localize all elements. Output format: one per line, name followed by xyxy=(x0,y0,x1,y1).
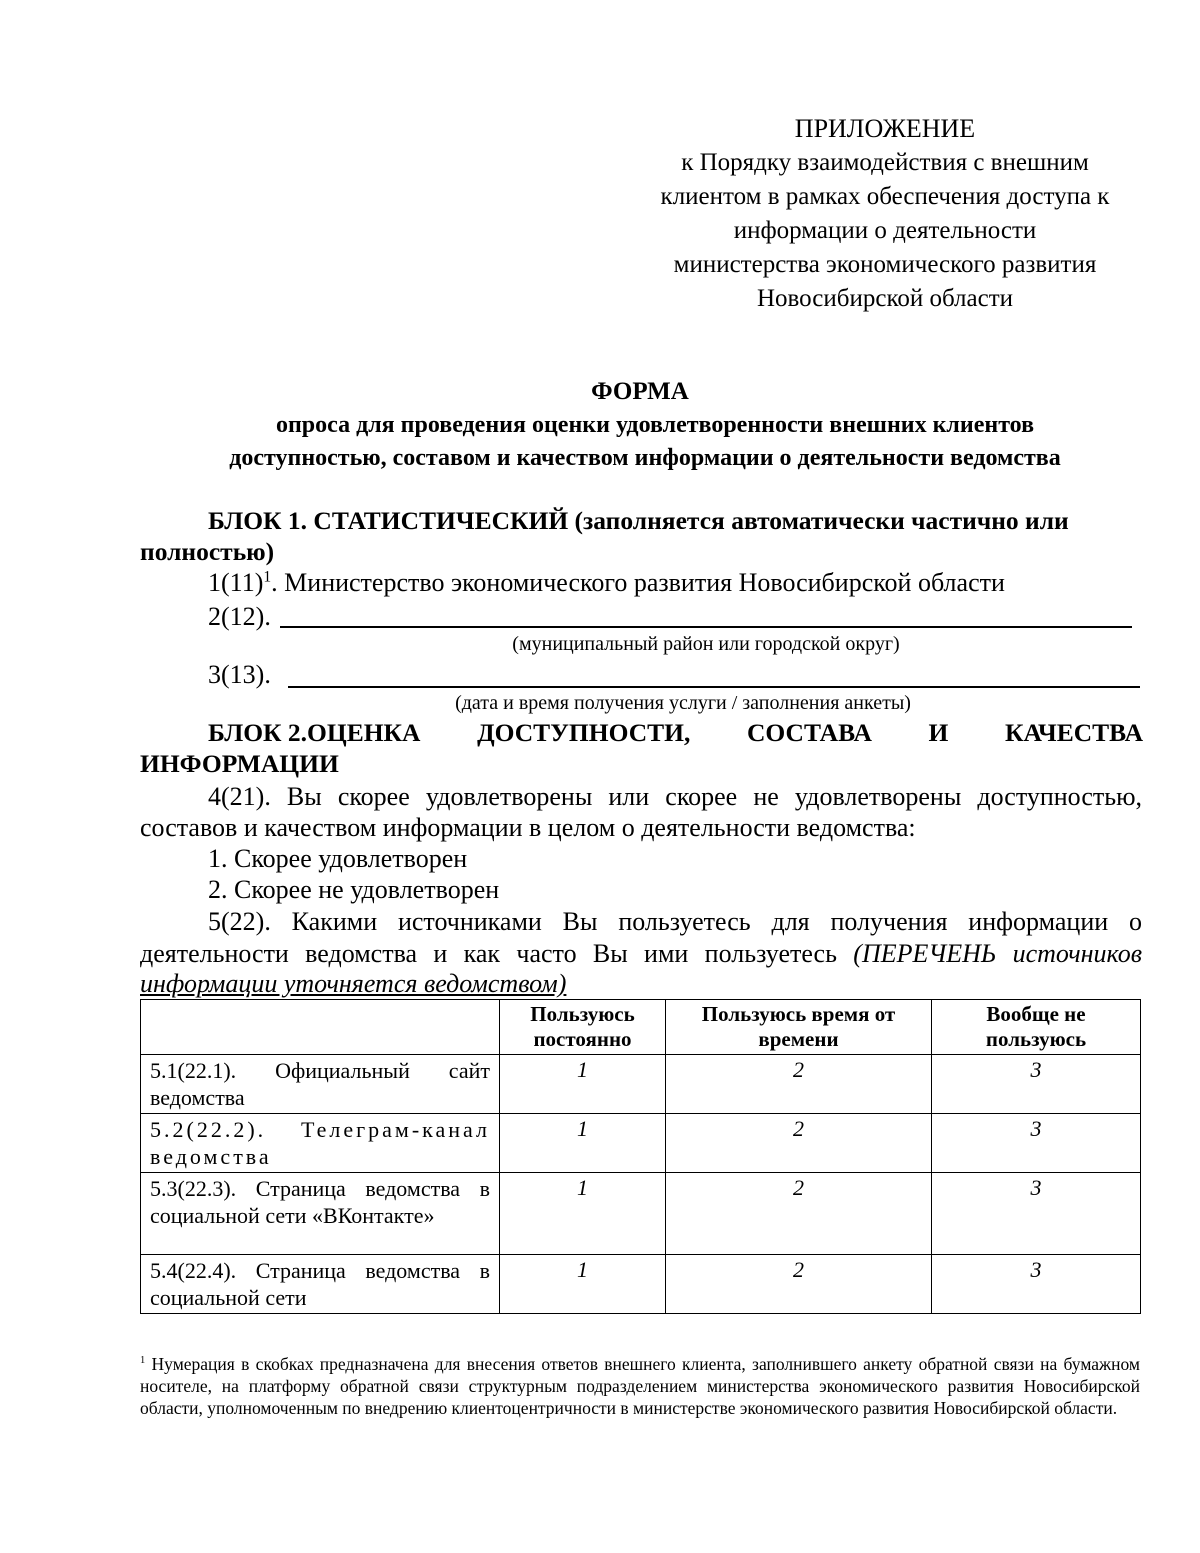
block2-heading-cont: ИНФОРМАЦИИ xyxy=(140,749,339,778)
answer-cell[interactable]: 1 xyxy=(500,1055,666,1114)
block2-heading-word: И xyxy=(928,718,949,747)
appendix-line: министерства экономического развития xyxy=(673,251,1097,278)
question-3-caption: (дата и время получения услуги / заполнения анкеты) xyxy=(455,692,911,714)
appendix-line: клиентом в рамках обеспечения доступа к xyxy=(660,183,1110,210)
table-header-cell: Вообще не пользуюсь xyxy=(932,1000,1141,1055)
table-row-label: 5.1(22.1). Официальный сайт ведомства xyxy=(141,1055,500,1114)
appendix-line: информации о деятельности xyxy=(733,217,1037,244)
answer-cell[interactable]: 1 xyxy=(500,1114,666,1173)
question-3-answer-line[interactable] xyxy=(288,686,1140,688)
block2-heading-word: СОСТАВА xyxy=(746,718,872,747)
table-row xyxy=(141,1114,1141,1173)
form-subtitle-line2: доступностью, составом и качеством информации о деятельности ведомства xyxy=(229,445,1061,471)
answer-cell[interactable]: 3 xyxy=(932,1114,1141,1173)
answer-cell[interactable]: 2 xyxy=(666,1255,932,1314)
question-5-line3: информации уточняется ведомством) xyxy=(140,969,567,998)
table-row xyxy=(141,1173,1141,1255)
question-4-line1: 4(21). Вы скорее удовлетворены или скорее не удовлетворены доступностью, xyxy=(208,782,1142,811)
block2-heading-word: КАЧЕСТВА xyxy=(1004,718,1143,747)
table-header-cell: Пользуюсь постоянно xyxy=(500,1000,666,1055)
sources-table xyxy=(140,999,1141,1314)
table-header-row xyxy=(141,1000,1141,1055)
answer-cell[interactable]: 3 xyxy=(932,1055,1141,1114)
table-row xyxy=(141,1255,1141,1314)
question-2-caption: (муниципальный район или городской округ) xyxy=(512,633,900,655)
appendix-line: Новосибирской области xyxy=(756,285,1014,312)
question-3-number: 3(13). xyxy=(208,660,271,689)
block2-heading-word: ДОСТУПНОСТИ, xyxy=(477,718,691,747)
question-1 xyxy=(208,568,1005,598)
answer-cell[interactable]: 1 xyxy=(500,1173,666,1255)
question-5-line2 xyxy=(140,939,1142,969)
table-row xyxy=(141,1055,1141,1114)
block1-heading-cont: полностью) xyxy=(140,537,275,566)
answer-cell[interactable]: 3 xyxy=(932,1173,1141,1255)
answer-cell[interactable]: 2 xyxy=(666,1114,932,1173)
block2-heading xyxy=(208,718,1143,748)
question-1-text: . Министерство экономического развития Новосибирской области xyxy=(271,568,1005,597)
footnote-ref: 1 xyxy=(263,568,272,586)
question-2-number: 2(12). xyxy=(208,602,271,631)
appendix-title: ПРИЛОЖЕНИЕ xyxy=(794,114,976,143)
appendix-line: к Порядку взаимодействия с внешним xyxy=(681,149,1089,176)
table-row-label: 5.3(22.3). Страница ведомства в социальной сети «ВКонтакте» xyxy=(141,1173,500,1255)
question-2-answer-line[interactable] xyxy=(280,626,1132,628)
footnote-separator xyxy=(140,1313,415,1314)
question-5-line2-text: деятельности ведомства и как часто Вы ими пользуетесь xyxy=(140,939,854,968)
footnote-text: Нумерация в скобках предназначена для внесения ответов внешнего клиента, заполнившего анкету обратной связи на бумажном носителе, на платформу обратной связи структурным подразделением министерства экономического развития Новосибирской области, уполномоченным по внедрению клиентоцентричности в министерстве экономического развития Новосибирской области. xyxy=(140,1353,1140,1418)
appendix-block xyxy=(620,112,1150,316)
block1-heading: БЛОК 1. СТАТИСТИЧЕСКИЙ (заполняется автоматически частично или xyxy=(208,506,1069,535)
answer-cell[interactable]: 1 xyxy=(500,1255,666,1314)
table-header-cell xyxy=(141,1000,500,1055)
footnote-mark: 1 xyxy=(140,1355,146,1366)
table-row-label: 5.4(22.4). Страница ведомства в социальной сети xyxy=(141,1255,500,1314)
footnote xyxy=(140,1350,1140,1419)
answer-cell[interactable]: 3 xyxy=(932,1255,1141,1314)
question-1-number: 1(11) xyxy=(208,568,264,597)
question-4-option-1[interactable]: 1. Скорее удовлетворен xyxy=(208,844,468,873)
answer-cell[interactable]: 2 xyxy=(666,1055,932,1114)
form-subtitle-line1: опроса для проведения оценки удовлетворенности внешних клиентов xyxy=(275,412,1035,438)
question-5-line2-note: (ПЕРЕЧЕНЬ источников xyxy=(853,939,1143,968)
question-5-line1: 5(22). Какими источниками Вы пользуетесь для получения информации о xyxy=(208,907,1142,936)
question-4-line2: составов и качеством информации в целом о деятельности ведомства: xyxy=(140,813,916,842)
question-4-option-2[interactable]: 2. Скорее не удовлетворен xyxy=(208,875,500,904)
table-row-label: 5.2(22.2). Телеграм-канал ведомства xyxy=(141,1114,500,1173)
table-header-cell: Пользуюсь время от времени xyxy=(666,1000,932,1055)
block2-heading-word: БЛОК 2.ОЦЕНКА xyxy=(208,718,421,747)
answer-cell[interactable]: 2 xyxy=(666,1173,932,1255)
form-title: ФОРМА xyxy=(591,378,689,405)
